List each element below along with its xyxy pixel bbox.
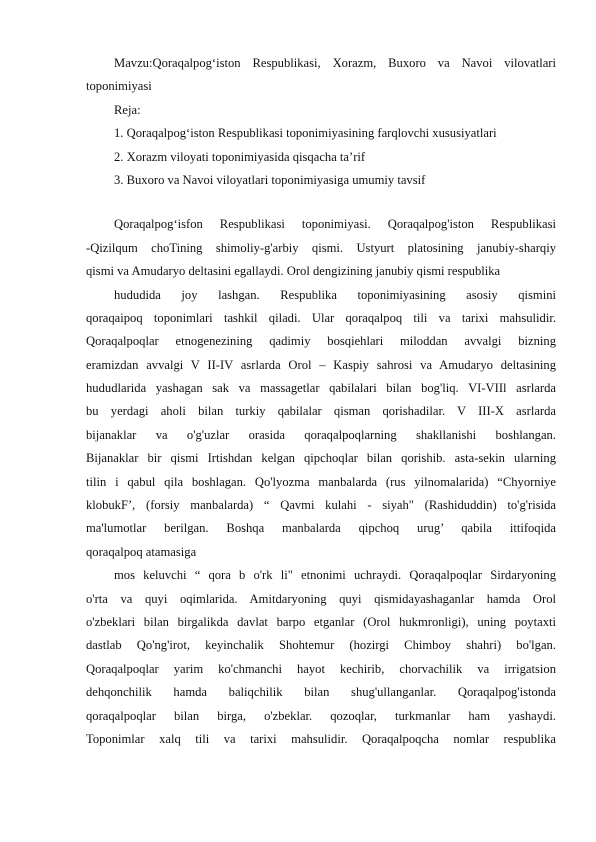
paragraph-gap — [86, 192, 556, 213]
text-line: toponimiyasi — [86, 79, 152, 94]
text-line: klobukF’, (forsiy manbalarda) “ Qavmi kulahi - siyah" (Rashiduddin) to'g'risida — [86, 498, 556, 513]
text-line: Qoraqalpoqlar yarim ko'chmanchi hayot kechirib, chorvachilik va irrigatsion — [86, 661, 556, 676]
text-line: dehqonchilik hamda baliqchilik bilan shug'ullanganlar. Qoraqalpog'istonda — [86, 685, 556, 700]
text-line: 2. Xorazm viloyati toponimiyasida qisqacha ta’rif — [114, 149, 366, 164]
text-line: bu yerdagi aholi bilan turkiy qabilalar qisman qorishadilar. V III-X asrlarda — [86, 404, 556, 419]
text-line: -Qizilqum choTining shimoliy-g'arbiy qismi. Ustyurt platosining janubiy-sharqiy — [86, 240, 556, 255]
text-line: ma'lumotlar berilgan. Boshqa manbalarda qipchoq urug’ qabila ittifoqida — [86, 521, 556, 536]
text-line: 1. Qoraqalpog‘iston Respublikasi toponimiyasining farqlovchi xususiyatlari — [114, 126, 497, 141]
text-line: mos keluvchi “ qora b o'rk li" etnonimi uchraydi. Qoraqalpoqlar Sirdaryoning — [114, 568, 556, 583]
text-line: o'zbeklari bilan birgalikda davlat barpo etganlar (Orol hukmronligi), uning poytaxti — [86, 614, 556, 629]
document-title-line: Mavzu:Qoraqalpog‘iston Respublikasi, Xorazm, Buxoro va Navoi vilovatlari — [114, 56, 556, 70]
text-line: eramizdan avvalgi V II-IV asrlarda Orol – Kaspiy sahrosi va Amudaryo deltasining — [86, 357, 556, 372]
text-line: qoraqalpoq atamasiga — [86, 544, 197, 559]
text-line: qoraqalpoqlar bilan birga, o'zbeklar. qozoqlar, turkmanlar ham yashaydi. — [86, 708, 556, 723]
text-line: o'rta va quyi oqimlarida. Amitdaryoning quyi qismidayashaganlar hamda Orol — [86, 591, 556, 606]
text-line: hududlarida yashagan sak va massagetlar qabilalari bilan bog'liq. VI-VIIl asrlarda — [86, 381, 556, 396]
text-line: 3. Buxoro va Navoi viloyatlari toponimiyasiga umumiy tavsif — [114, 172, 426, 187]
text-line: Toponimlar xalq tili va tarixi mahsulidir. Qoraqalpoqcha nomlar respublika — [86, 731, 556, 746]
text-line: Bijanaklar bir qismi Irtishdan kelgan qipchoqlar bilan qorishib. asta-sekin ularning — [86, 451, 556, 466]
text-line: bijanaklar va o'g'uzlar orasida qoraqalpoqlarning shakllanishi boshlangan. — [86, 427, 556, 442]
text-line: qismi va Amudaryo deltasini egallaydi. Orol dengizining janubiy qismi respublika — [86, 264, 501, 279]
text-line: qoraqaipoq toponimlari tashkil qiladi. Ular qoraqalpoq tili va tarixi mahsulidir. — [86, 310, 556, 325]
document-page — [86, 52, 556, 751]
text-line: dastlab Qo'ng'irot, keyinchalik Shohtemur (hozirgi Chimboy shahri) bo'lgan. — [86, 638, 556, 653]
text-line: Qoraqalpog‘isfon Respublikasi toponimiyasi. Qoraqalpog'iston Respublikasi — [114, 217, 556, 232]
text-line: Qoraqalpoqlar etnogenezining qadimiy bosqiehlari miloddan avvalgi bizning — [86, 334, 556, 349]
text-line: hududida joy lashgan. Respublika toponimiyasining asosiy qismini — [114, 287, 556, 302]
text-line: Reja: — [114, 102, 141, 117]
text-line: tilin i qabul qila boshlagan. Qo'lyozma manbalarda (rus yilnomalarida) “Chyorniye — [86, 474, 556, 489]
